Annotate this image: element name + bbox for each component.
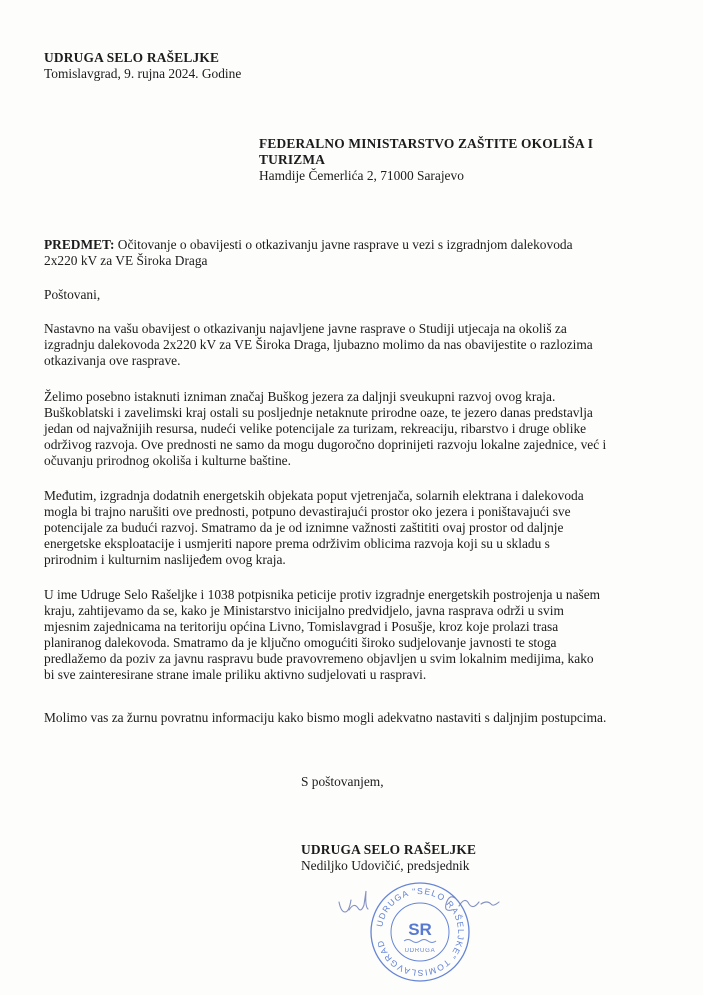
paragraph-2	[44, 389, 674, 469]
paragraph-line: prirodnim i kulturnim naslijeđem ovog kraja.	[44, 552, 286, 567]
paragraph-1	[44, 321, 674, 369]
paragraph-line: energetske eksploatacije i usmjeriti napore prema održivim oblicima razvoja koji su u skladu s	[44, 536, 550, 551]
paragraph-line: održivog razvoja. Ove prednosti ne samo da mogu dugoročno doprinijeti razvoju lokalne zajednice, već i	[44, 437, 607, 452]
sender-name: UDRUGA SELO RAŠELJKE	[44, 50, 220, 65]
paragraph-line: kraju, zahtijevamo da se, kako je Ministarstvo inicijalno predvidjelo, javna rasprava održi u svim	[44, 603, 564, 618]
paragraph-line: otkazivanja ove rasprave.	[44, 353, 181, 368]
paragraph-line: mjesnim zajednicama na teritoriju općina Livno, Tomislavgrad i Posušje, kroz koje prolazi trasa	[44, 619, 559, 634]
paragraph-line: Međutim, izgradnja dodatnih energetskih objekata poput vjetrenjača, solarnih elektrana i dalekovoda	[44, 488, 584, 503]
recipient-line-2: TURIZMA	[259, 152, 326, 167]
paragraph-line: Želimo posebno istaknuti izniman značaj Buškog jezera za daljnji sveukupni razvoj ovog kraja.	[44, 389, 556, 404]
paragraph-line: izgradnju dalekovoda 2x220 kV za VE Široka Draga, ljubazno molimo da nas obavijestite o razlozima	[44, 337, 593, 352]
paragraph-line: Nastavno na vašu obavijest o otkazivanju najavljene javne rasprave o Studiji utjecaja na okoliš za	[44, 321, 567, 336]
paragraph-line: potencijale za budući razvoj. Smatramo da je od iznimne važnosti zaštititi ovaj prostor od daljnje	[44, 520, 564, 535]
paragraph-line: očuvanju prirodnog okoliša i kulturne baštine.	[44, 453, 291, 468]
recipient-line-1: FEDERALNO MINISTARSTVO ZAŠTITE OKOLIŠA I	[259, 136, 594, 151]
paragraph-line: predlažemo da poziv za javnu raspravu bude pravovremeno objavljen u svim lokalnim medijima, kako	[44, 651, 594, 666]
stamp-center-word: UDRUGA	[404, 948, 436, 954]
paragraph-line: bi sve zainteresirane strane imale priliku aktivno sudjelovati u raspravi.	[44, 667, 427, 682]
closing: S poštovanjem,	[301, 774, 384, 789]
signature-organization: UDRUGA SELO RAŠELJKE	[301, 842, 477, 857]
greeting: Poštovani,	[44, 287, 101, 302]
stamp-ring-text: UDRUGA "SELO RAŠELJKE" TOMISLAVGRAD	[374, 885, 467, 979]
recipient-address: Hamdije Čemerlića 2, 71000 Sarajevo	[259, 168, 464, 183]
signature-person: Nediljko Udovičić, predsjednik	[301, 858, 470, 873]
paragraph-3	[44, 488, 674, 568]
paragraph-4	[44, 587, 674, 683]
paragraph-line: U ime Udruge Selo Rašeljke i 1038 potpisnika peticije protiv izgradnje energetskih postrojenja u našem	[44, 587, 601, 602]
paragraph-line: Buškoblatski i zavelimski kraj ostali su posljednje netaknute prirodne oaze, te jezero danas predstavlja	[44, 405, 593, 420]
subject-line: 2x220 kV za VE Široka Draga	[44, 253, 208, 268]
subject-block	[44, 237, 674, 269]
subject-line	[44, 237, 674, 253]
sender-place-date: Tomislavgrad, 9. rujna 2024. Godine	[44, 66, 242, 81]
subject-text: Očitovanje o obavijesti o otkazivanju javne rasprave u vezi s izgradnjom dalekovoda	[114, 237, 573, 252]
paragraph-line: mogla bi trajno narušiti ove prednosti, potpuno devastirajući prostor oko jezera i poništavajući sve	[44, 504, 571, 519]
paragraph-line: jedan od najvažnijih resursa, nudeći velike potencijale za turizam, rekreaciju, ribarstvo i druge oblike	[44, 421, 587, 436]
paragraph-line: Molimo vas za žurnu povratnu informaciju kako bismo mogli adekvatno nastaviti s daljnjim postupcima.	[44, 710, 607, 725]
subject-label: PREDMET:	[44, 237, 115, 252]
stamp-monogram: SR	[408, 920, 432, 939]
paragraph-line: planiranog dalekovoda. Smatramo da je ključno omogućiti široko sudjelovanje javnosti te stoga	[44, 635, 557, 650]
handwritten-signature	[335, 888, 505, 926]
paragraph-5	[44, 710, 674, 726]
